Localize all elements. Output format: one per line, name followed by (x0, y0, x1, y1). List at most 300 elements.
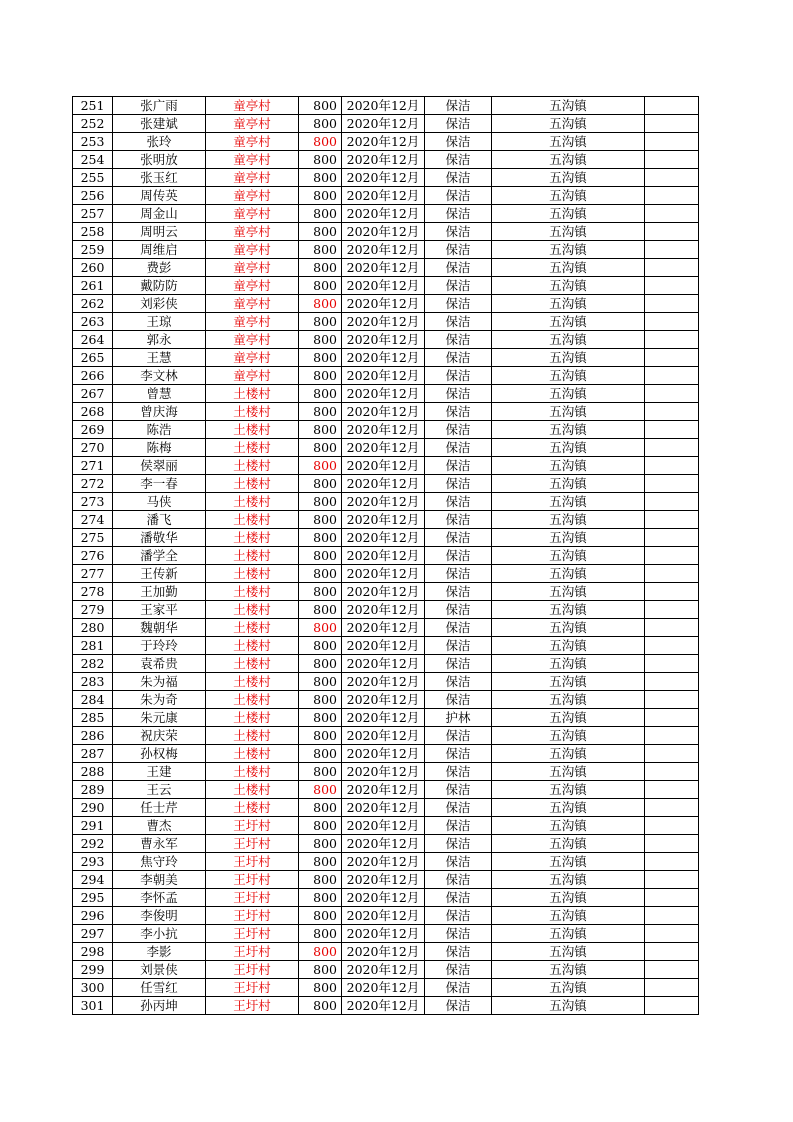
cell-serial-number: 278 (73, 583, 113, 601)
cell-town: 五沟镇 (492, 961, 645, 979)
cell-village: 土楼村 (206, 457, 299, 475)
cell-note (645, 943, 699, 961)
cell-village: 土楼村 (206, 511, 299, 529)
cell-name: 李一春 (113, 475, 206, 493)
table-row (73, 673, 699, 691)
cell-serial-number: 264 (73, 331, 113, 349)
cell-amount: 800 (299, 421, 342, 439)
cell-town: 五沟镇 (492, 673, 645, 691)
cell-month: 2020年12月 (342, 421, 425, 439)
cell-job: 保洁 (425, 601, 492, 619)
table-row (73, 259, 699, 277)
cell-amount: 800 (299, 385, 342, 403)
cell-serial-number: 286 (73, 727, 113, 745)
cell-note (645, 385, 699, 403)
cell-name: 周传英 (113, 187, 206, 205)
cell-month: 2020年12月 (342, 187, 425, 205)
cell-job: 保洁 (425, 943, 492, 961)
cell-name: 朱为福 (113, 673, 206, 691)
cell-amount: 800 (299, 943, 342, 961)
table-row (73, 583, 699, 601)
cell-village: 土楼村 (206, 781, 299, 799)
cell-note (645, 187, 699, 205)
cell-job: 保洁 (425, 367, 492, 385)
cell-note (645, 277, 699, 295)
cell-month: 2020年12月 (342, 529, 425, 547)
cell-job: 保洁 (425, 691, 492, 709)
table-row (73, 421, 699, 439)
cell-village: 土楼村 (206, 529, 299, 547)
cell-village: 童亭村 (206, 331, 299, 349)
cell-village: 王圩村 (206, 961, 299, 979)
table-row (73, 835, 699, 853)
cell-note (645, 781, 699, 799)
cell-village: 土楼村 (206, 637, 299, 655)
cell-name: 马侠 (113, 493, 206, 511)
table-row (73, 475, 699, 493)
cell-serial-number: 298 (73, 943, 113, 961)
cell-job: 保洁 (425, 763, 492, 781)
cell-village: 王圩村 (206, 943, 299, 961)
cell-note (645, 241, 699, 259)
cell-village: 王圩村 (206, 817, 299, 835)
cell-amount: 800 (299, 817, 342, 835)
cell-serial-number: 287 (73, 745, 113, 763)
cell-serial-number: 285 (73, 709, 113, 727)
cell-serial-number: 295 (73, 889, 113, 907)
cell-job: 保洁 (425, 547, 492, 565)
cell-village: 土楼村 (206, 601, 299, 619)
cell-month: 2020年12月 (342, 115, 425, 133)
table-row (73, 727, 699, 745)
cell-town: 五沟镇 (492, 709, 645, 727)
cell-village: 童亭村 (206, 223, 299, 241)
cell-note (645, 313, 699, 331)
cell-amount: 800 (299, 979, 342, 997)
cell-village: 土楼村 (206, 763, 299, 781)
table-row (73, 763, 699, 781)
cell-serial-number: 254 (73, 151, 113, 169)
cell-amount: 800 (299, 907, 342, 925)
cell-town: 五沟镇 (492, 637, 645, 655)
cell-name: 李文林 (113, 367, 206, 385)
cell-serial-number: 253 (73, 133, 113, 151)
cell-serial-number: 257 (73, 205, 113, 223)
cell-job: 保洁 (425, 457, 492, 475)
cell-note (645, 223, 699, 241)
cell-village: 土楼村 (206, 745, 299, 763)
cell-name: 陈梅 (113, 439, 206, 457)
cell-serial-number: 258 (73, 223, 113, 241)
roster-table (72, 96, 699, 1015)
cell-name: 魏朝华 (113, 619, 206, 637)
cell-month: 2020年12月 (342, 511, 425, 529)
cell-amount: 800 (299, 223, 342, 241)
cell-amount: 800 (299, 619, 342, 637)
cell-serial-number: 292 (73, 835, 113, 853)
cell-serial-number: 267 (73, 385, 113, 403)
cell-job: 保洁 (425, 817, 492, 835)
cell-village: 土楼村 (206, 493, 299, 511)
cell-town: 五沟镇 (492, 817, 645, 835)
cell-village: 童亭村 (206, 241, 299, 259)
table-row (73, 709, 699, 727)
cell-name: 朱为奇 (113, 691, 206, 709)
roster-table-body (73, 97, 699, 1015)
cell-job: 保洁 (425, 241, 492, 259)
cell-town: 五沟镇 (492, 151, 645, 169)
cell-serial-number: 290 (73, 799, 113, 817)
table-row (73, 817, 699, 835)
cell-note (645, 475, 699, 493)
cell-month: 2020年12月 (342, 97, 425, 115)
cell-amount: 800 (299, 529, 342, 547)
table-row (73, 385, 699, 403)
cell-month: 2020年12月 (342, 475, 425, 493)
cell-amount: 800 (299, 745, 342, 763)
cell-month: 2020年12月 (342, 997, 425, 1015)
cell-serial-number: 284 (73, 691, 113, 709)
cell-town: 五沟镇 (492, 781, 645, 799)
cell-name: 李怀孟 (113, 889, 206, 907)
cell-note (645, 763, 699, 781)
table-row (73, 565, 699, 583)
cell-month: 2020年12月 (342, 151, 425, 169)
cell-town: 五沟镇 (492, 403, 645, 421)
table-row (73, 439, 699, 457)
cell-serial-number: 255 (73, 169, 113, 187)
cell-name: 陈浩 (113, 421, 206, 439)
cell-note (645, 673, 699, 691)
cell-amount: 800 (299, 313, 342, 331)
cell-amount: 800 (299, 367, 342, 385)
cell-job: 保洁 (425, 673, 492, 691)
table-row (73, 979, 699, 997)
cell-amount: 800 (299, 925, 342, 943)
cell-town: 五沟镇 (492, 997, 645, 1015)
cell-job: 保洁 (425, 223, 492, 241)
cell-month: 2020年12月 (342, 745, 425, 763)
cell-month: 2020年12月 (342, 979, 425, 997)
cell-serial-number: 259 (73, 241, 113, 259)
cell-month: 2020年12月 (342, 313, 425, 331)
cell-name: 王琼 (113, 313, 206, 331)
cell-serial-number: 276 (73, 547, 113, 565)
cell-month: 2020年12月 (342, 493, 425, 511)
cell-town: 五沟镇 (492, 475, 645, 493)
cell-month: 2020年12月 (342, 277, 425, 295)
cell-serial-number: 296 (73, 907, 113, 925)
cell-town: 五沟镇 (492, 313, 645, 331)
cell-job: 保洁 (425, 907, 492, 925)
cell-month: 2020年12月 (342, 961, 425, 979)
cell-serial-number: 281 (73, 637, 113, 655)
cell-job: 保洁 (425, 151, 492, 169)
cell-name: 张广雨 (113, 97, 206, 115)
cell-month: 2020年12月 (342, 565, 425, 583)
cell-village: 土楼村 (206, 439, 299, 457)
cell-amount: 800 (299, 637, 342, 655)
cell-name: 任士芹 (113, 799, 206, 817)
cell-name: 孙权梅 (113, 745, 206, 763)
cell-town: 五沟镇 (492, 601, 645, 619)
cell-serial-number: 262 (73, 295, 113, 313)
cell-serial-number: 275 (73, 529, 113, 547)
cell-note (645, 529, 699, 547)
cell-job: 保洁 (425, 925, 492, 943)
cell-village: 王圩村 (206, 979, 299, 997)
cell-village: 土楼村 (206, 421, 299, 439)
cell-month: 2020年12月 (342, 889, 425, 907)
cell-job: 保洁 (425, 727, 492, 745)
cell-name: 曾慧 (113, 385, 206, 403)
cell-serial-number: 270 (73, 439, 113, 457)
table-row (73, 961, 699, 979)
cell-name: 戴防防 (113, 277, 206, 295)
cell-job: 保洁 (425, 835, 492, 853)
cell-job: 保洁 (425, 853, 492, 871)
cell-village: 童亭村 (206, 151, 299, 169)
cell-village: 王圩村 (206, 997, 299, 1015)
table-row (73, 277, 699, 295)
cell-note (645, 619, 699, 637)
cell-village: 王圩村 (206, 889, 299, 907)
table-row (73, 151, 699, 169)
cell-amount: 800 (299, 133, 342, 151)
cell-town: 五沟镇 (492, 799, 645, 817)
cell-village: 土楼村 (206, 727, 299, 745)
cell-note (645, 907, 699, 925)
cell-month: 2020年12月 (342, 907, 425, 925)
cell-name: 潘敬华 (113, 529, 206, 547)
cell-month: 2020年12月 (342, 655, 425, 673)
table-row (73, 655, 699, 673)
cell-job: 保洁 (425, 655, 492, 673)
cell-job: 保洁 (425, 421, 492, 439)
cell-note (645, 835, 699, 853)
cell-town: 五沟镇 (492, 619, 645, 637)
cell-village: 土楼村 (206, 673, 299, 691)
cell-month: 2020年12月 (342, 349, 425, 367)
table-row (73, 889, 699, 907)
cell-village: 土楼村 (206, 655, 299, 673)
cell-note (645, 493, 699, 511)
cell-month: 2020年12月 (342, 169, 425, 187)
cell-town: 五沟镇 (492, 331, 645, 349)
cell-amount: 800 (299, 673, 342, 691)
table-row (73, 205, 699, 223)
cell-town: 五沟镇 (492, 925, 645, 943)
cell-amount: 800 (299, 187, 342, 205)
cell-amount: 800 (299, 853, 342, 871)
cell-town: 五沟镇 (492, 385, 645, 403)
cell-village: 土楼村 (206, 385, 299, 403)
cell-town: 五沟镇 (492, 529, 645, 547)
table-row (73, 241, 699, 259)
cell-village: 童亭村 (206, 97, 299, 115)
cell-job: 保洁 (425, 781, 492, 799)
cell-amount: 800 (299, 565, 342, 583)
cell-serial-number: 289 (73, 781, 113, 799)
table-row (73, 547, 699, 565)
cell-job: 保洁 (425, 349, 492, 367)
cell-month: 2020年12月 (342, 259, 425, 277)
cell-month: 2020年12月 (342, 385, 425, 403)
cell-serial-number: 256 (73, 187, 113, 205)
cell-job: 保洁 (425, 97, 492, 115)
table-row (73, 745, 699, 763)
cell-amount: 800 (299, 583, 342, 601)
table-row (73, 871, 699, 889)
cell-job: 保洁 (425, 133, 492, 151)
cell-amount: 800 (299, 277, 342, 295)
cell-job: 保洁 (425, 295, 492, 313)
cell-name: 王云 (113, 781, 206, 799)
cell-village: 王圩村 (206, 853, 299, 871)
cell-note (645, 925, 699, 943)
cell-town: 五沟镇 (492, 421, 645, 439)
cell-job: 保洁 (425, 475, 492, 493)
cell-town: 五沟镇 (492, 889, 645, 907)
cell-town: 五沟镇 (492, 295, 645, 313)
cell-serial-number: 277 (73, 565, 113, 583)
cell-amount: 800 (299, 349, 342, 367)
cell-note (645, 817, 699, 835)
cell-serial-number: 266 (73, 367, 113, 385)
table-row (73, 493, 699, 511)
cell-job: 保洁 (425, 961, 492, 979)
cell-month: 2020年12月 (342, 331, 425, 349)
cell-job: 保洁 (425, 169, 492, 187)
cell-town: 五沟镇 (492, 943, 645, 961)
table-row (73, 799, 699, 817)
cell-note (645, 871, 699, 889)
cell-amount: 800 (299, 835, 342, 853)
cell-month: 2020年12月 (342, 853, 425, 871)
cell-job: 护林 (425, 709, 492, 727)
cell-name: 李影 (113, 943, 206, 961)
cell-town: 五沟镇 (492, 115, 645, 133)
cell-serial-number: 271 (73, 457, 113, 475)
cell-note (645, 637, 699, 655)
cell-serial-number: 260 (73, 259, 113, 277)
cell-town: 五沟镇 (492, 853, 645, 871)
cell-village: 土楼村 (206, 475, 299, 493)
cell-amount: 800 (299, 493, 342, 511)
table-row (73, 403, 699, 421)
cell-amount: 800 (299, 97, 342, 115)
cell-serial-number: 283 (73, 673, 113, 691)
cell-month: 2020年12月 (342, 925, 425, 943)
cell-note (645, 961, 699, 979)
cell-amount: 800 (299, 547, 342, 565)
cell-name: 侯翠丽 (113, 457, 206, 475)
table-row (73, 691, 699, 709)
cell-amount: 800 (299, 763, 342, 781)
cell-town: 五沟镇 (492, 979, 645, 997)
cell-note (645, 655, 699, 673)
cell-village: 土楼村 (206, 583, 299, 601)
cell-amount: 800 (299, 457, 342, 475)
cell-amount: 800 (299, 781, 342, 799)
cell-month: 2020年12月 (342, 637, 425, 655)
cell-village: 土楼村 (206, 799, 299, 817)
cell-amount: 800 (299, 727, 342, 745)
cell-month: 2020年12月 (342, 133, 425, 151)
cell-amount: 800 (299, 475, 342, 493)
cell-note (645, 799, 699, 817)
cell-job: 保洁 (425, 331, 492, 349)
cell-month: 2020年12月 (342, 367, 425, 385)
cell-job: 保洁 (425, 637, 492, 655)
cell-job: 保洁 (425, 619, 492, 637)
cell-village: 土楼村 (206, 547, 299, 565)
cell-village: 童亭村 (206, 205, 299, 223)
cell-village: 王圩村 (206, 835, 299, 853)
cell-amount: 800 (299, 295, 342, 313)
cell-job: 保洁 (425, 511, 492, 529)
cell-note (645, 601, 699, 619)
cell-town: 五沟镇 (492, 655, 645, 673)
cell-month: 2020年12月 (342, 439, 425, 457)
cell-amount: 800 (299, 151, 342, 169)
cell-month: 2020年12月 (342, 403, 425, 421)
cell-town: 五沟镇 (492, 493, 645, 511)
cell-note (645, 115, 699, 133)
cell-village: 童亭村 (206, 277, 299, 295)
cell-serial-number: 299 (73, 961, 113, 979)
cell-town: 五沟镇 (492, 259, 645, 277)
cell-job: 保洁 (425, 115, 492, 133)
table-row (73, 637, 699, 655)
cell-amount: 800 (299, 655, 342, 673)
cell-job: 保洁 (425, 313, 492, 331)
cell-job: 保洁 (425, 745, 492, 763)
cell-town: 五沟镇 (492, 835, 645, 853)
cell-job: 保洁 (425, 259, 492, 277)
cell-amount: 800 (299, 259, 342, 277)
cell-name: 曹永军 (113, 835, 206, 853)
cell-name: 王传新 (113, 565, 206, 583)
cell-serial-number: 300 (73, 979, 113, 997)
cell-village: 童亭村 (206, 313, 299, 331)
cell-name: 袁希贵 (113, 655, 206, 673)
table-row (73, 313, 699, 331)
cell-job: 保洁 (425, 799, 492, 817)
cell-note (645, 97, 699, 115)
cell-note (645, 691, 699, 709)
cell-amount: 800 (299, 961, 342, 979)
cell-month: 2020年12月 (342, 223, 425, 241)
cell-town: 五沟镇 (492, 367, 645, 385)
cell-village: 土楼村 (206, 565, 299, 583)
cell-month: 2020年12月 (342, 781, 425, 799)
cell-name: 周维启 (113, 241, 206, 259)
cell-month: 2020年12月 (342, 727, 425, 745)
cell-name: 张玲 (113, 133, 206, 151)
cell-month: 2020年12月 (342, 673, 425, 691)
cell-month: 2020年12月 (342, 817, 425, 835)
cell-amount: 800 (299, 601, 342, 619)
cell-town: 五沟镇 (492, 349, 645, 367)
cell-job: 保洁 (425, 979, 492, 997)
cell-serial-number: 273 (73, 493, 113, 511)
table-row (73, 511, 699, 529)
cell-amount: 800 (299, 439, 342, 457)
cell-village: 王圩村 (206, 871, 299, 889)
cell-month: 2020年12月 (342, 205, 425, 223)
cell-job: 保洁 (425, 277, 492, 295)
